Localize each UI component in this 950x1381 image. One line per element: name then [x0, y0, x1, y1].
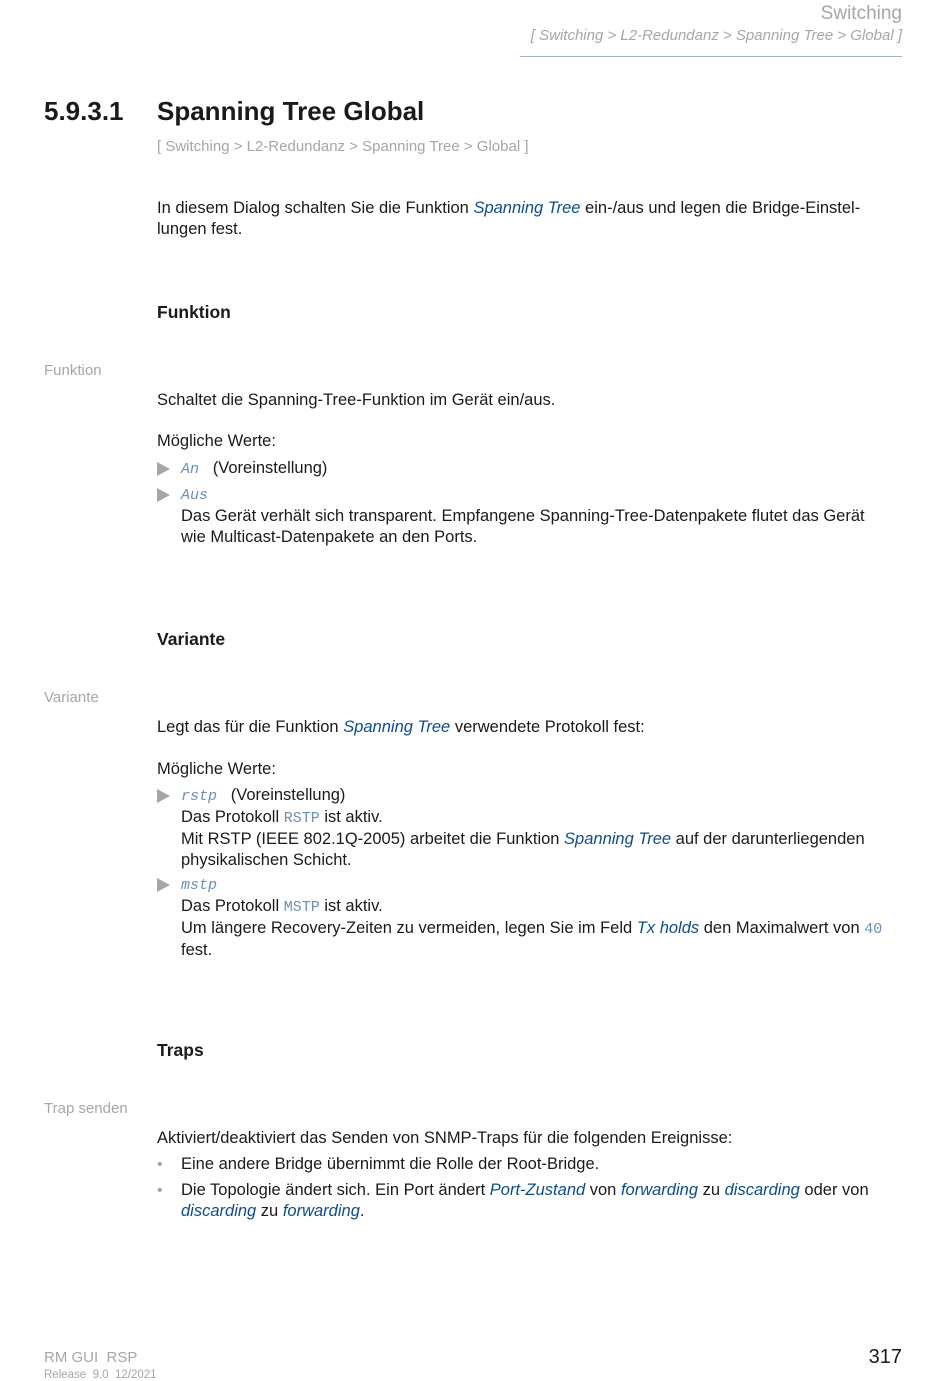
running-header-path: [ Switching > L2-Redundanz > Spanning Tree > Global ]	[530, 27, 902, 44]
intro-paragraph: In diesem Dialog schalten Sie die Funktion Spanning Tree ein-/aus und legen die Bridge-Einstel- lungen fest.	[157, 199, 861, 238]
header-divider	[520, 56, 902, 57]
ui-term: forwarding	[282, 1202, 360, 1220]
ui-term: discarding	[724, 1181, 800, 1199]
traps-description: Aktiviert/deaktiviert das Senden von SNMP-Traps für die folgenden Ereignisse:	[157, 1129, 733, 1147]
option-value: Aus	[181, 487, 209, 504]
code-term: RSTP	[283, 810, 320, 827]
ui-term: discarding	[181, 1202, 257, 1220]
page-title: Spanning Tree Global	[157, 96, 425, 126]
bullet-dot-icon: •	[157, 1156, 163, 1173]
ui-term: Spanning Tree	[564, 830, 672, 848]
section-heading-variante: Variante	[157, 629, 226, 649]
variante-values-label: Mögliche Werte:	[157, 760, 276, 778]
option-rstp: rstp (Voreinstellung) Das Protokoll RSTP ist aktiv. Mit RSTP (IEEE 802.1Q-2005) arbeitet die Funktion Spanning Tree auf der darunterliegenden physikalischen Schicht.	[157, 785, 902, 871]
section-number: 5.9.3.1	[44, 96, 124, 126]
footer-document: RM GUI RSP	[44, 1349, 138, 1366]
footer-release: Release 9.0 12/2021	[44, 1369, 157, 1381]
bullet-dot-icon: •	[157, 1182, 163, 1199]
section-heading-funktion: Funktion	[157, 302, 231, 322]
field-label-trap-senden: Trap senden	[44, 1100, 128, 1117]
funktion-values-label: Mögliche Werte:	[157, 432, 276, 450]
ui-term: Spanning Tree	[473, 199, 581, 217]
page-number: 317	[868, 1346, 902, 1368]
option-an: An (Voreinstellung)	[157, 458, 902, 480]
section-heading-traps: Traps	[157, 1040, 204, 1060]
list-item: • Die Topologie ändert sich. Ein Port ändert Port-Zustand von forwarding zu discarding oder von discarding zu forwarding.	[157, 1181, 869, 1220]
option-mstp: mstp Das Protokoll MSTP ist aktiv. Um längere Recovery-Zeiten zu vermeiden, legen Sie im Feld Tx holds den Maximalwert von 40 fest.	[157, 874, 902, 961]
triangle-bullet-icon	[157, 462, 170, 476]
variante-description: Legt das für die Funktion Spanning Tree verwendete Protokoll fest:	[157, 718, 645, 736]
funktion-description: Schaltet die Spanning-Tree-Funktion im Gerät ein/aus.	[157, 391, 556, 409]
ui-term: Port-Zustand	[489, 1181, 586, 1199]
option-value: An	[181, 461, 200, 478]
list-item: • Eine andere Bridge übernimmt die Rolle der Root-Bridge.	[157, 1155, 600, 1173]
triangle-bullet-icon	[157, 789, 170, 803]
triangle-bullet-icon	[157, 488, 170, 502]
triangle-bullet-icon	[157, 878, 170, 892]
option-value: mstp	[181, 877, 218, 894]
ui-term: forwarding	[620, 1181, 698, 1199]
code-term: MSTP	[283, 899, 320, 916]
option-value: rstp	[181, 788, 218, 805]
field-label-funktion: Funktion	[44, 362, 102, 379]
field-label-variante: Variante	[44, 689, 99, 706]
running-header-section: Switching	[820, 3, 902, 24]
ui-term: Tx holds	[636, 919, 700, 937]
ui-term: Spanning Tree	[343, 718, 451, 736]
option-aus: Aus Das Gerät verhält sich transparent. Empfangene Spanning-Tree-Datenpakete flutet das Gerät wie Multicast-Datenpakete an den Ports.	[157, 484, 902, 548]
menu-path: [ Switching > L2-Redundanz > Spanning Tree > Global ]	[157, 138, 529, 155]
code-term: 40	[864, 921, 883, 938]
